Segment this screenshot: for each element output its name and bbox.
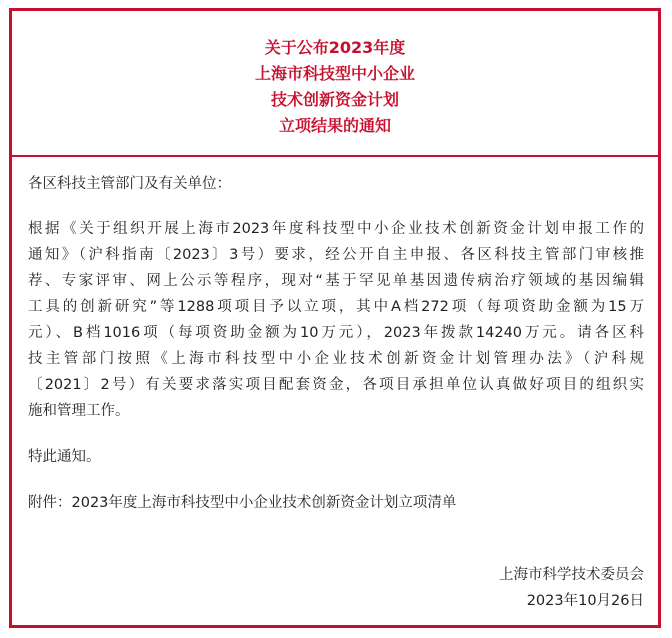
body-line: 元）、B档1016项（每项资助金额为10万元），2023年拨款14240万元。请各区科 bbox=[28, 325, 644, 341]
title-divider bbox=[12, 155, 658, 157]
document-frame bbox=[9, 8, 661, 628]
body-line: 荐、专家评审、网上公示等程序，现对“基于罕见单基因遗传病治疗领域的基因编辑 bbox=[28, 273, 644, 289]
body-line: 根据《关于组织开展上海市2023年度科技型中小企业技术创新资金计划申报工作的 bbox=[28, 221, 644, 237]
body-line: 工具的创新研究”等1288项项目予以立项，其中A档272项（每项资助金额为15万 bbox=[28, 299, 644, 315]
document-content bbox=[28, 171, 644, 516]
title-line-2: 上海市科技型中小企业 bbox=[254, 64, 415, 83]
title-line-1: 关于公布2023年度 bbox=[264, 38, 406, 57]
body-line: 〔2021〕2号）有关要求落实项目配套资金，各项目承担单位认真做好项目的组织实 bbox=[28, 377, 644, 393]
title-line-4: 立项结果的通知 bbox=[278, 116, 391, 135]
body-line: 通知》（沪科指南〔2023〕3号）要求，经公开自主申报、各区科技主管部门审核推 bbox=[28, 247, 644, 263]
body-line: 技主管部门按照《上海市科技型中小企业技术创新资金计划管理办法》（沪科规 bbox=[28, 351, 644, 367]
salutation: 各区科技主管部门及有关单位： bbox=[28, 176, 231, 192]
body-line: 施和管理工作。 bbox=[28, 403, 130, 419]
issue-date: 2023年10月26日 bbox=[526, 593, 644, 609]
closing-notice: 特此通知。 bbox=[28, 449, 101, 465]
title-line-3: 技术创新资金计划 bbox=[270, 90, 399, 109]
signoff bbox=[499, 562, 644, 614]
body-paragraph bbox=[28, 216, 644, 424]
attachment-link[interactable]: 附件：2023年度上海市科技型中小企业技术创新资金计划立项清单 bbox=[28, 495, 457, 511]
issuing-organization: 上海市科学技术委员会 bbox=[499, 567, 644, 583]
document-title bbox=[12, 35, 658, 139]
